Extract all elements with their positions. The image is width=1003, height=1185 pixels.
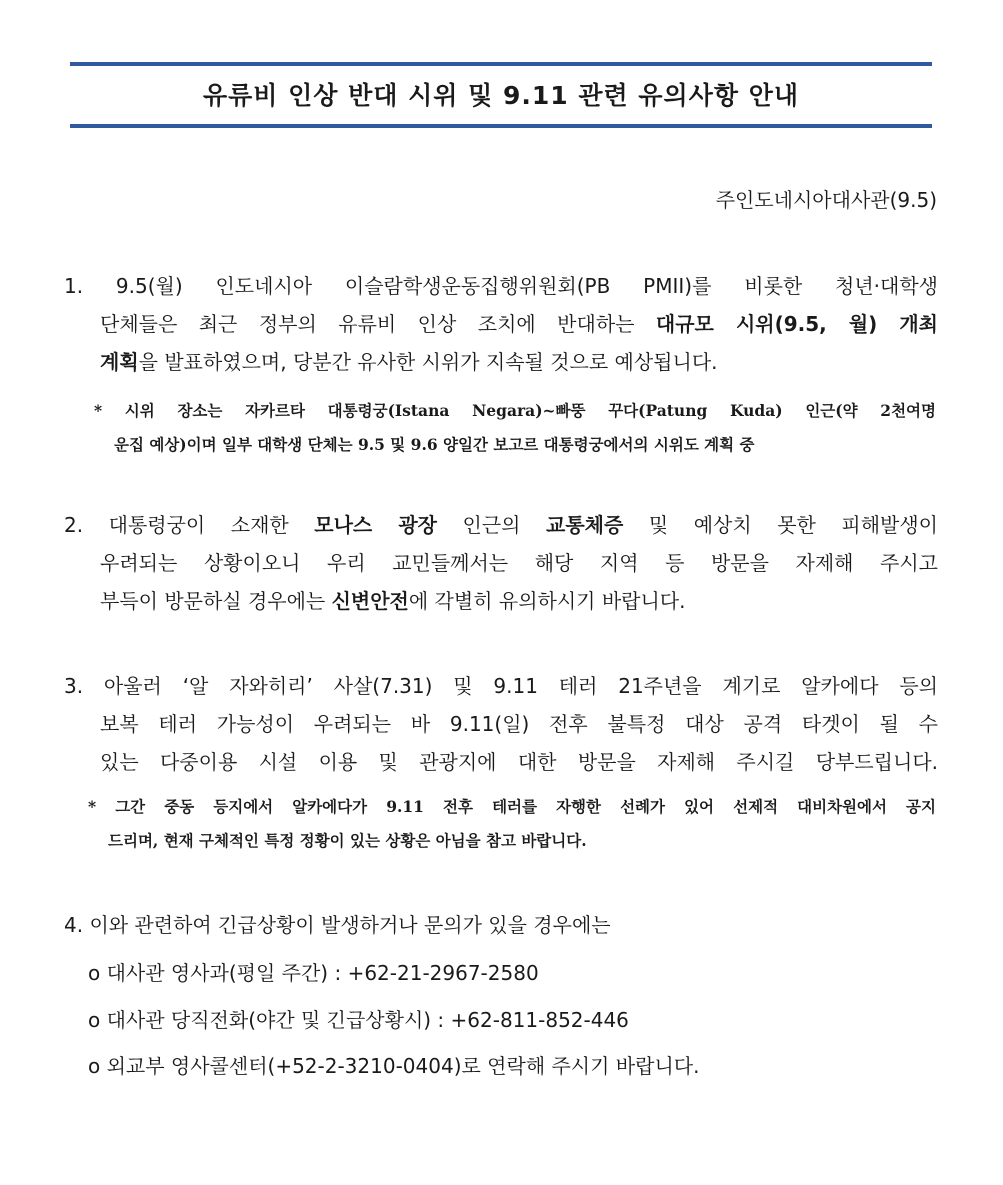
item-3-note-line-1: * 그간 중동 등지에서 알카에다가 9.11 전후 테러를 자행한 선례가 있어 선제적 대비차원에서 공지 <box>88 797 936 816</box>
title-rule-top <box>70 62 932 66</box>
item-1-line-3: 계획을 발표하였으며, 당분간 유사한 시위가 지속될 것으로 예상됩니다. <box>100 350 718 374</box>
emphasis-large-protest: 대규모 시위(9.5, 월) 개최 <box>655 312 938 336</box>
contact-call-center: o 외교부 영사콜센터(+52-2-3210-0404)로 연락해 주시기 바랍니다. <box>88 1054 700 1078</box>
emphasis-plan: 계획 <box>100 350 139 374</box>
item-1 <box>64 267 938 381</box>
emphasis-traffic-jam: 교통체증 <box>546 513 624 537</box>
emphasis-monas-square: 모나스 광장 <box>314 513 437 537</box>
item-3-line-2: 보복 테러 가능성이 우려되는 바 9.11(일) 전후 불특정 대상 공격 타겟이 될 수 <box>100 712 938 736</box>
item-4-intro: 4. 이와 관련하여 긴급상황이 발생하거나 문의가 있을 경우에는 <box>64 913 611 937</box>
item-1-line-2: 단체들은 최근 정부의 유류비 인상 조치에 반대하는 대규모 시위(9.5, 월) 개최 <box>100 312 938 336</box>
item-2-line-3: 부득이 방문하실 경우에는 신변안전에 각별히 유의하시기 바랍니다. <box>100 589 686 613</box>
emphasis-personal-safety: 신변안전 <box>331 589 409 613</box>
item-3-line-1: 3. 아울러 ‘알 자와히리’ 사살(7.31) 및 9.11 테러 21주년을 계기로 알카에다 등의 <box>64 674 938 698</box>
item-3 <box>64 667 938 781</box>
item-2-line-2: 우려되는 상황이오니 우리 교민들께서는 해당 지역 등 방문을 자제해 주시고 <box>100 551 938 575</box>
item-3-note <box>88 790 936 858</box>
item-1-note-line-1: * 시위 장소는 자카르타 대통령궁(Istana Negara)~빠뚱 꾸다(Patung Kuda) 인근(약 2천여명 <box>94 401 936 420</box>
item-3-line-3: 있는 다중이용 시설 이용 및 관광지에 대한 방문을 자제해 주시길 당부드립니다. <box>100 750 938 774</box>
item-2 <box>64 506 938 620</box>
item-4 <box>64 906 938 944</box>
title-rule-bottom <box>70 124 932 128</box>
item-1-line-1: 1. 9.5(월) 인도네시아 이슬람학생운동집행위원회(PB PMII)를 비롯한 청년·대학생 <box>64 274 938 298</box>
contact-consular-section: o 대사관 영사과(평일 주간) : +62-21-2967-2580 <box>88 961 539 985</box>
item-1-note <box>94 394 936 462</box>
item-1-note-line-2: 운집 예상)이며 일부 대학생 단체는 9.5 및 9.6 양일간 보고르 대통령궁에서의 시위도 계획 중 <box>114 435 755 454</box>
issuer-and-date: 주인도네시아대사관(9.5) <box>715 188 937 212</box>
document-title: 유류비 인상 반대 시위 및 9.11 관련 유의사항 안내 <box>202 81 799 110</box>
item-3-note-line-2: 드리며, 현재 구체적인 특정 정황이 있는 상황은 아님을 참고 바랍니다. <box>108 831 587 850</box>
contact-duty-phone: o 대사관 당직전화(야간 및 긴급상황시) : +62-811-852-446 <box>88 1008 629 1032</box>
item-2-line-1: 2. 대통령궁이 소재한 모나스 광장 인근의 교통체증 및 예상치 못한 피해발생이 <box>64 513 938 537</box>
